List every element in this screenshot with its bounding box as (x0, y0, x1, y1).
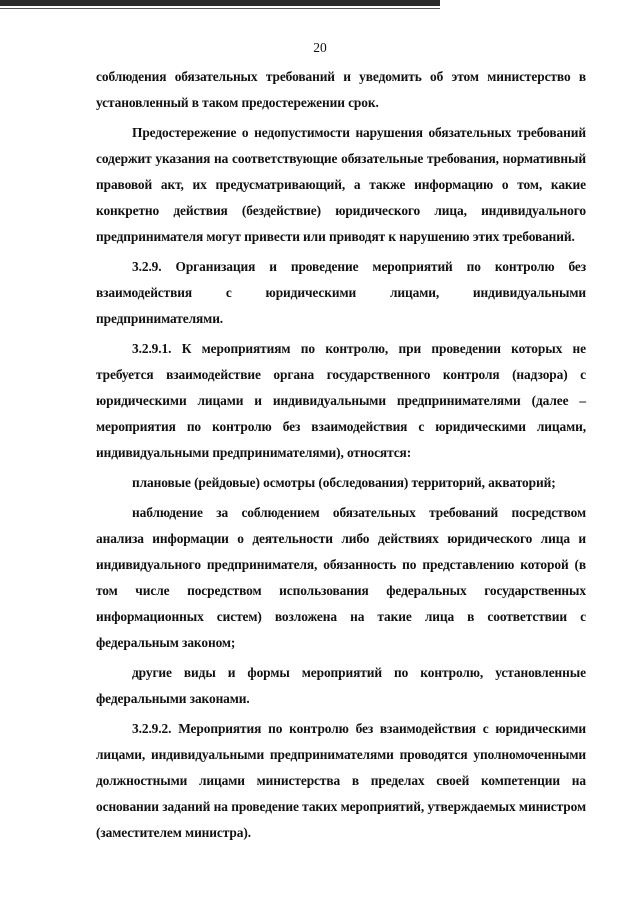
header-rule (0, 0, 440, 6)
paragraph: 3.2.9.2. Мероприятия по контролю без взаимодействия с юридическими лицами, индивидуальными предпринимателями проводятся уполномоченными должностными лицами министерства в пределах своей компетенции на основании заданий на проведение таких мероприятий, утверждаемых министром (заместителем министра). (96, 721, 586, 840)
paragraph: 3.2.9.1. К мероприятиям по контролю, при проведении которых не требуется взаимодействие органа государственного контроля (надзора) с юридическими лицами и индивидуальными предпринимателями (далее – мероприятия по контролю без взаимодействия с юридическими лицами, индивидуальными предпринимателями), относятся: (96, 341, 586, 460)
paragraph: соблюдения обязательных требований и уведомить об этом министерство в установленный в таком предостережении срок. (96, 69, 586, 110)
section-heading: 3.2.9. Организация и проведение мероприятий по контролю без взаимодействия с юридическими лицами, индивидуальными предпринимателями. (96, 259, 586, 326)
page-number: 20 (313, 40, 327, 55)
list-item: наблюдение за соблюдением обязательных требований посредством анализа информации о деятельности либо действиях юридического лица и индивидуального предпринимателя, обязанность по представлению которой (в том числе посредством использования федеральных государственных информационных систем) возложена на такие лица в соответствии с федеральным законом; (96, 505, 586, 650)
list-item: плановые (рейдовые) осмотры (обследования) территорий, акваторий; (132, 475, 556, 490)
paragraph: Предостережение о недопустимости нарушения обязательных требований содержит указания на соответствующие обязательные требования, нормативный правовой акт, их предусматривающий, а также информацию о том, какие конкретно действия (бездействие) юридического лица, индивидуального предпринимателя могут привести или приводят к нарушению этих требований. (96, 125, 586, 244)
header-rule-thin (0, 8, 440, 9)
document-body (96, 64, 586, 850)
list-item: другие виды и формы мероприятий по контролю, установленные федеральными законами. (96, 665, 586, 706)
